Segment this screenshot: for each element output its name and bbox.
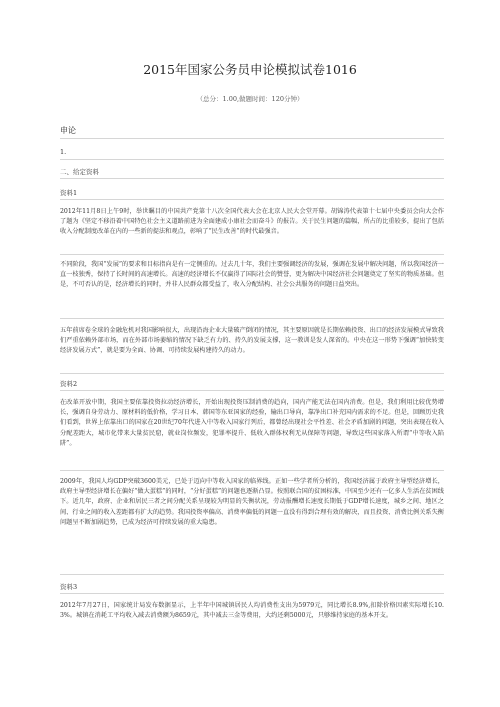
material-paragraph <box>60 477 444 528</box>
divider <box>60 574 444 575</box>
divider <box>60 178 444 179</box>
exam-meta: （总分：1.00,做题时间：120分钟） <box>196 95 304 103</box>
given-materials-heading: 二、给定资料 <box>60 168 99 176</box>
question-number: 1. <box>60 148 67 156</box>
paragraph-text: 在改革开放中期，我国主要依靠投资拉动经济增长，开始出现投资压制消费的趋向，国内产能无法在国内消费。但是，我们利用比较优势增长，强调自身劳动力、原材料的低价格，学习日本、韩国等东亚国家的经验，输出口导向，靠净出口补充国内需求的不足。但是，回顾历史我们看到，世界上依靠出口的国家在20世纪70年代进入中等收入国家行列后，都曾经出现社会平性差、社会矛盾加剧的问题，突出表现在收入分配差距大，城市化带来大量贫民窟，就业岗位频发，犯罪率提升、低收入群体权利无从保障等问题，导致这些国家落入所谓“中等收入陷阱”。 <box>60 399 444 447</box>
material-paragraph <box>60 260 444 291</box>
material-label: 资料3 <box>60 583 78 591</box>
paragraph-text: 2009年，我国人均GDP突破3600美元，已处于迈向中等收入国家的临界线。正如一些学者所分析的，我国经济属于政府主导型经济增长，政府主导型经济增长在偏好“做大蛋糕”的同时，“分好蛋糕”的问题也逐渐凸显。按照联合国的贫困标准，中国至少还有一亿多人生活在贫困线下。近几年，政府、企业和居民三者之间分配关系呈现较为明显的失衡状况，劳动报酬增长速度长期低于GDP增长速度，城乡之间、地区之间、行业之间的收入差距都有扩大的趋势。我国投资率偏高、消费率偏低的问题一直没有得到合理有效的解决，而且投资、消费比例关系失衡问题呈不断加剧趋势，已成为经济可持续发展的重大隐患。 <box>60 478 444 526</box>
divider <box>60 390 444 391</box>
divider <box>60 138 444 139</box>
divider <box>60 593 444 594</box>
paragraph-text: 不同阶段，我国“发展”的要求和目标指向是有一定侧重的。过去几十年，我们主要强调经济的发展，强调在发展中解决问题，所以我国经济一直一枝独秀，保持了长时间的高速增长。高速的经济增长不仅赢得了国际社会的赞誉，更为解决中国经济社会问题奠定了坚实的物质基础。但是，不可否认的是，经济增长的同时，并非人民群众都受益了，收入分配结构、社会公共服务的问题日益突出。 <box>60 261 444 289</box>
divider <box>60 159 444 160</box>
divider <box>60 470 444 471</box>
divider <box>60 318 444 319</box>
divider <box>60 199 444 200</box>
material-paragraph <box>60 601 444 621</box>
section-heading: 申论 <box>60 126 76 135</box>
material-paragraph <box>60 326 444 357</box>
divider <box>60 254 444 255</box>
paragraph-text: 2012年11月8日上午9时，举世瞩目的中国共产党第十八次全国代表大会在北京人民大会堂开幕。胡锦涛代表第十七届中央委员会向大会作了题为《坚定不移沿着中国特色社会主义道路前进为全面建成小康社会而奋斗》的报告。关于民生问题的篇幅，所占的比重较多，提出了包括收入分配制度改革在内的一些新的提法和观点，彰响了“民生改善”的时代最强音。 <box>60 208 444 236</box>
paragraph-text: 2012年7月27日，国家统计局发布数据显示，上半年中国城镇居民人均消费性支出为5979元，同比增长8.9%,扣除价格因素实际增长10.3%。城镇在消耗工平均收入减去消费额为8659元，其中减去三金等费用，大约还剩5000元，只够维持家庭的基本开支。 <box>60 602 444 620</box>
material-paragraph <box>60 207 444 238</box>
material-paragraph <box>60 398 444 449</box>
material-label: 资料2 <box>60 380 78 388</box>
paragraph-text: 五年前席卷全球的金融危机对我国影响很大，出现沿海企业大量破产倒闭的情况，其主要原因就是长期依赖投资、出口的经济发展模式导致我们严重依赖外部市场，而在外部市场萎缩的情况下缺乏有力的、持久的发展支撑，这一教训是发人深省的。中央在这一形势下强调“加快转变经济发展方式”，就是要为全面、协调、可持续发展构建持久的动力。 <box>60 327 444 355</box>
document-title: 2015年国家公务员申论模拟试卷1016 <box>143 62 357 77</box>
divider <box>60 373 444 374</box>
material-label: 资料1 <box>60 189 78 197</box>
